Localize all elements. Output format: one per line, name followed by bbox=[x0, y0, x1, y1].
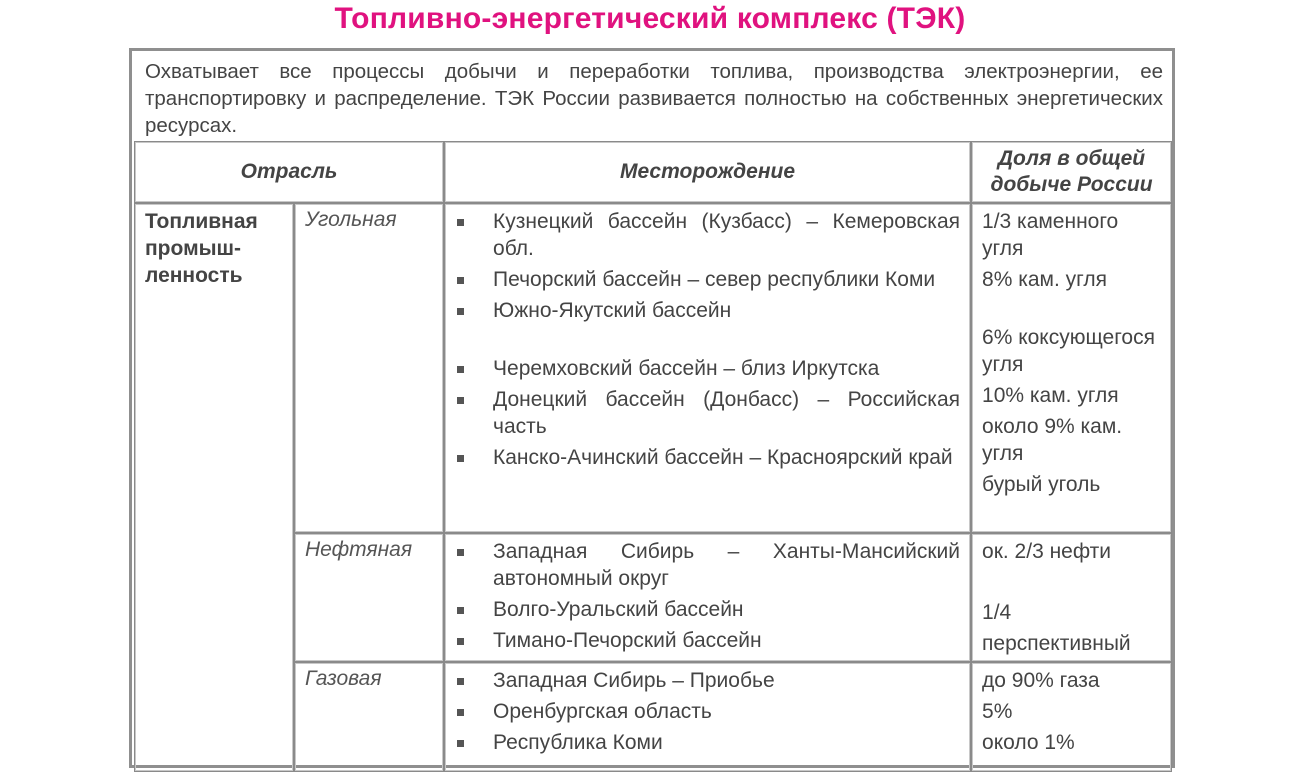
page-title: Топливно-энергетический комплекс (ТЭК) bbox=[334, 2, 966, 35]
share-value: около 1% bbox=[982, 731, 1075, 754]
branch-oil: Нефтяная bbox=[294, 533, 444, 662]
group-row-coal bbox=[134, 203, 1172, 533]
list-item: Донецкий бассейн (Донбасс) – Российская часть bbox=[455, 386, 960, 440]
list-item: Западная Сибирь – Приобье bbox=[455, 667, 960, 694]
list-item: Южно-Якутский бассейн bbox=[455, 297, 960, 351]
fields-gas bbox=[444, 662, 971, 772]
header-field: Месторождение bbox=[444, 141, 971, 203]
share-value: до 90% газа bbox=[982, 669, 1100, 692]
list-item: Западная Сибирь – Ханты-Мансийский автономный округ bbox=[455, 538, 960, 592]
header-row bbox=[134, 141, 1172, 203]
list-item: Печорский бассейн – север республики Коми bbox=[455, 266, 960, 293]
list-item: Волго-Уральский бассейн bbox=[455, 596, 960, 623]
share-value: 5% bbox=[982, 700, 1013, 723]
fields-coal bbox=[444, 203, 971, 533]
share-value: 1/3 каменного угля bbox=[982, 210, 1119, 260]
share-value: 10% кам. угля bbox=[982, 384, 1119, 407]
list-item: Канско-Ачинский бассейн – Красноярский край bbox=[455, 444, 960, 471]
list-item: Республика Коми bbox=[455, 729, 960, 756]
branch-coal: Угольная bbox=[294, 203, 444, 533]
share-value: бурый уголь bbox=[982, 473, 1101, 496]
list-item: Кузнецкий бассейн (Кузбасс) – Кемеровская обл. bbox=[455, 208, 960, 262]
share-value: перспективный bbox=[982, 632, 1131, 655]
header-industry: Отрасль bbox=[134, 141, 444, 203]
list-item: Оренбургская область bbox=[455, 698, 960, 725]
list-item: Тимано-Печорский бассейн bbox=[455, 627, 960, 654]
share-value: около 9% кам. угля bbox=[982, 415, 1123, 465]
industry-cell: Топливная промыш-ленность bbox=[134, 203, 294, 772]
intro-paragraph: Охватывает все процессы добычи и переработки топлива, производства электроэнергии, ее транспортировку и распределение. ТЭК России развивается полностью на собственных энергетических ресурсах. bbox=[145, 60, 1163, 137]
list-item: Черемховский бассейн – близ Иркутска bbox=[455, 355, 960, 382]
share-value: 8% кам. угля bbox=[982, 268, 1107, 291]
share-value: ок. 2/3 нефти bbox=[982, 540, 1112, 563]
fields-oil bbox=[444, 533, 971, 662]
share-value: 6% коксующегося угля bbox=[982, 326, 1155, 376]
branch-gas: Газовая bbox=[294, 662, 444, 772]
header-share: Доля в общей добыче России bbox=[971, 141, 1172, 203]
shares-gas bbox=[971, 662, 1172, 772]
tek-table bbox=[134, 141, 1172, 772]
shares-coal bbox=[971, 203, 1172, 533]
shares-oil bbox=[971, 533, 1172, 662]
share-value: 1/4 bbox=[982, 601, 1012, 624]
